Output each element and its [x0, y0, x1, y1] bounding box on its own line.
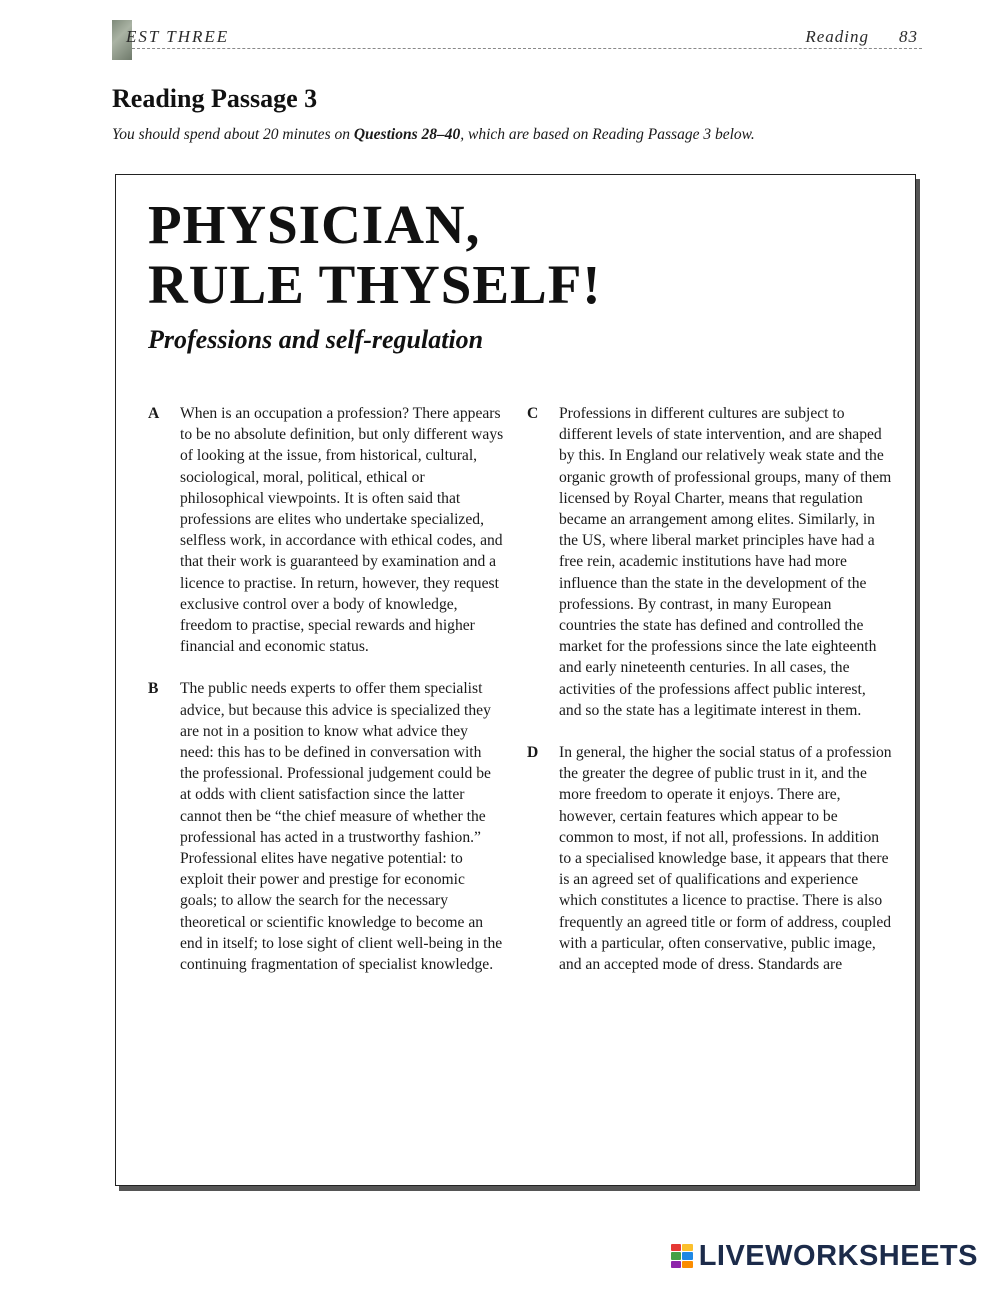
header-divider	[132, 48, 922, 49]
header-right	[805, 27, 918, 47]
passage-box	[115, 174, 916, 1186]
logo-cell	[682, 1244, 693, 1251]
paragraph-letter: A	[148, 405, 160, 422]
instructions-prefix: You should spend about 20 minutes on	[112, 126, 354, 143]
logo-cell	[682, 1252, 693, 1259]
logo-cell	[671, 1244, 682, 1251]
page-number: 83	[899, 27, 918, 46]
paragraph-text: Professions in different cultures are subject to different levels of state intervention, and are shaped by this. In England our relatively weak state and the organic growth of professional groups, many of them licensed by Royal Charter, means that regulation became an arrangement among elites. Similarly, in the US, where liberal market principles have had a free rein, academic institutions have had more influence than the state in the development of the professions. By contrast, in many European countries the state has defined and controlled the market for the professions since the late eighteenth and early nineteenth centuries. In all cases, the activities of the professions affect public interest, and so the state has a legitimate interest in them.	[559, 405, 892, 719]
paragraph-b	[148, 678, 504, 975]
liveworksheets-logo-icon	[671, 1244, 693, 1268]
article-title	[148, 195, 748, 315]
paragraph-c	[527, 403, 892, 721]
passage-heading: Reading Passage 3	[112, 84, 318, 113]
watermark-text: LIVEWORKSHEETS	[698, 1239, 978, 1272]
logo-cell	[682, 1261, 693, 1268]
logo-cell	[671, 1261, 682, 1268]
paragraph-text: When is an occupation a profession? There appears to be no absolute definition, but only different ways of looking at the issue, from historical, cultural, sociological, moral, political, ethical or philosophical viewpoints. It is often said that professions are elites who undertake specialized, selfless work, in accordance with ethical codes, and that their work is guaranteed by examination and a licence to practise. In return, however, they request exclusive control over a body of knowledge, freedom to practise, special rewards and higher financial and economic status.	[180, 405, 504, 656]
article-title-line1: PHYSICIAN,	[148, 194, 481, 255]
paragraph-a	[148, 403, 504, 657]
article-title-line2: RULE THYSELF!	[148, 254, 602, 315]
section-label: Reading	[805, 27, 869, 46]
instructions	[112, 126, 755, 144]
paragraph-letter: B	[148, 680, 159, 698]
article-subtitle: Professions and self-regulation	[148, 325, 484, 354]
paragraph-letter: C	[527, 405, 539, 422]
right-column	[527, 403, 892, 996]
test-label: EST THREE	[126, 27, 230, 46]
instructions-suffix: , which are based on Reading Passage 3 below.	[460, 126, 755, 143]
paragraph-letter: D	[527, 744, 539, 762]
left-column	[148, 403, 504, 996]
paragraph-text: The public needs experts to offer them specialist advice, but because this advice is specialized they are not in a position to know what advice they need: this has to be defined in conversation with the professional. Professional judgement could be at odds with client satisfaction since the latter cannot then be “the chief measure of whether the professional has acted in a trustworthy fashion.” Professional elites have negative potential: to exploit their power and prestige for economic goals; to allow the search for the necessary theoretical or scientific knowledge to become an end in itself; to lose sight of client well-being in the continuing fragmentation of specialist knowledge.	[180, 680, 503, 974]
liveworksheets-watermark	[671, 1239, 978, 1273]
logo-cell	[671, 1252, 682, 1259]
instructions-questions: Questions 28–40	[353, 126, 461, 143]
paragraph-d	[527, 742, 892, 975]
paragraph-text: In general, the higher the social status of a profession the greater the degree of public trust in it, and the more freedom to operate it enjoys. There are, however, certain features which appear to be common to most, if not all, professions. In addition to a specialised knowledge base, it appears that there is an agreed set of qualifications and experience which constitutes a licence to practise. There is also frequently an agreed title or form of address, coupled with a particular, often conservative, public image, and an accepted mode of dress. Standards are	[559, 744, 892, 974]
